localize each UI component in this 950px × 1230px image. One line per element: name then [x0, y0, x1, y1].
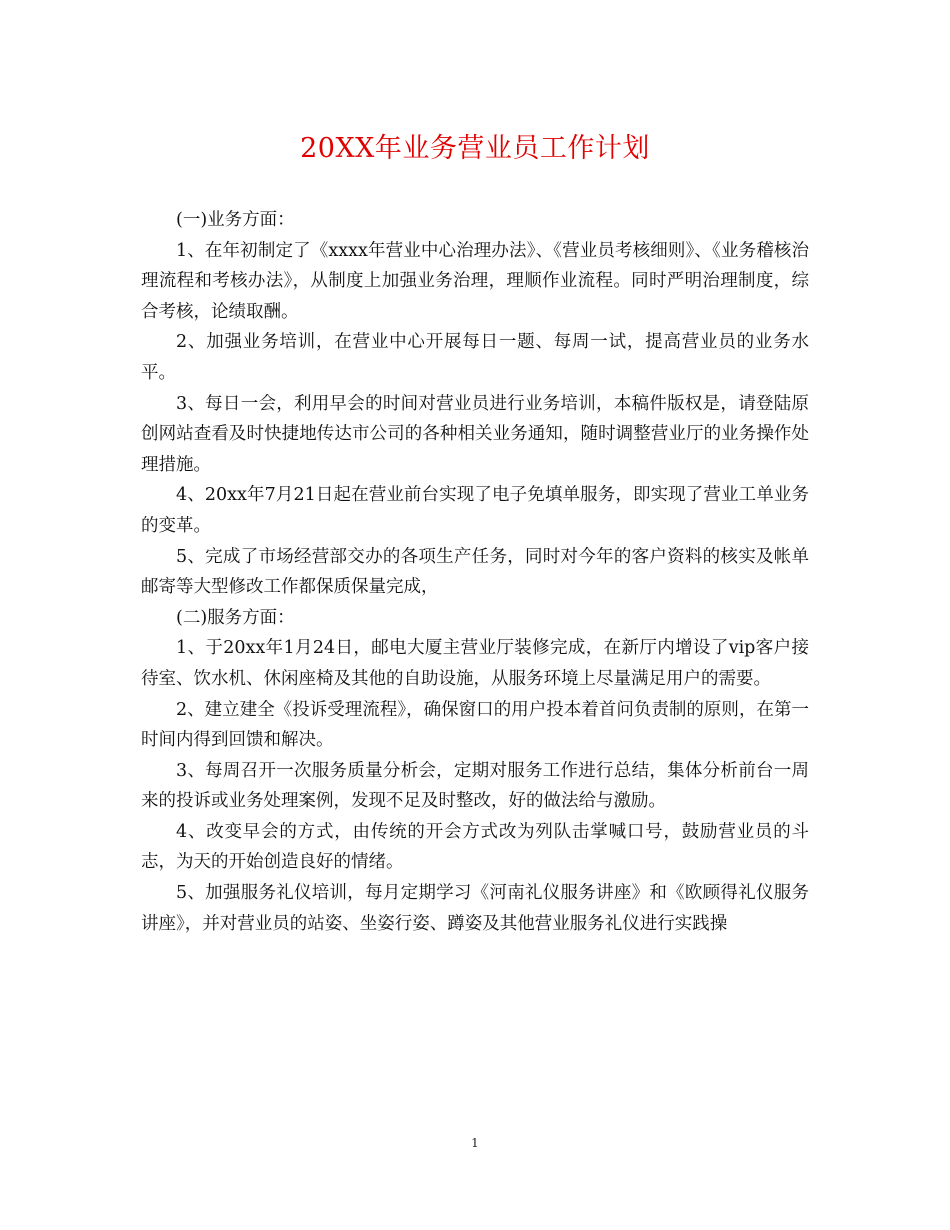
paragraph: 5、加强服务礼仪培训，每月定期学习《河南礼仪服务讲座》和《欧顾得礼仪服务讲座》，并对营业员的站姿、坐姿行姿、蹲姿及其他营业服务礼仪进行实践操: [141, 883, 809, 934]
document-title: 20XX年业务营业员工作计划: [300, 133, 650, 164]
paragraph: 2、建立建全《投诉受理流程》，确保窗口的用户投本着首问负责制的原则，在第一时间内得到回馈和解决。: [141, 699, 809, 751]
document-body: [141, 205, 809, 939]
paragraph: 4、改变早会的方式，由传统的开会方式改为列队击掌喊口号，鼓励营业员的斗志，为天的开始创造良好的情绪。: [141, 821, 809, 873]
section-heading-service: (二)服务方面：: [176, 607, 295, 628]
paragraph: 1、在年初制定了《xxxx年营业中心治理办法》、《营业员考核细则》、《业务稽核治理流程和考核办法》，从制度上加强业务治理，理顺作业流程。同时严明治理制度，综合考核，论绩取酬。: [141, 240, 809, 322]
section-heading-business: (一)业务方面：: [176, 210, 295, 230]
paragraph: 3、每周召开一次服务质量分析会，定期对服务工作进行总结，集体分析前台一周来的投诉或业务处理案例，发现不足及时整改，好的做法给与激励。: [141, 760, 809, 812]
paragraph: 2、加强业务培训，在营业中心开展每日一题、每周一试，提高营业员的业务水平。: [141, 332, 809, 383]
paragraph: 5、完成了市场经营部交办的各项生产任务，同时对今年的客户资料的核实及帐单邮寄等大型修改工作都保质保量完成，: [141, 546, 809, 598]
paragraph: 4、20xx年7月21日起在营业前台实现了电子免填单服务，即实现了营业工单业务的变革。: [141, 485, 809, 536]
paragraph: 3、每日一会，利用早会的时间对营业员进行业务培训，本稿件版权是，请登陆原创网站查看及时快捷地传达市公司的各种相关业务通知，随时调整营业厅的业务操作处理措施。: [141, 393, 809, 475]
paragraph: 1、于20xx年1月24日，邮电大厦主营业厅装修完成，在新厅内增设了vip客户接待室、饮水机、休闲座椅及其他的自助设施，从服务环境上尽量满足用户的需要。: [141, 638, 809, 689]
page-number: 1: [471, 1136, 479, 1150]
